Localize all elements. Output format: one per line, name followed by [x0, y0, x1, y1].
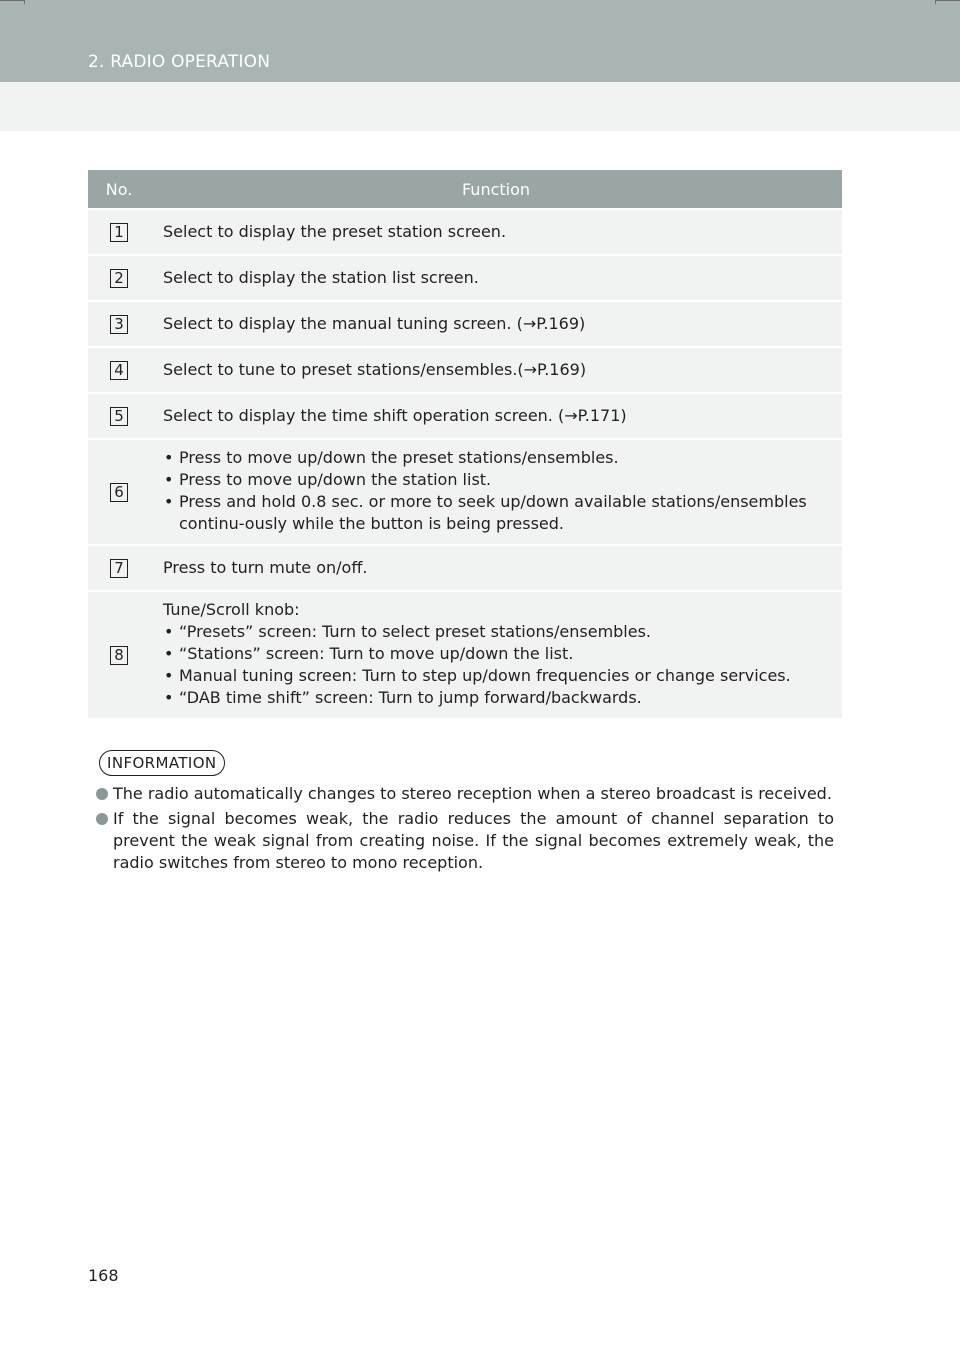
item-number-badge: 2	[110, 269, 128, 288]
crop-mark	[0, 0, 24, 1]
function-text: Select to display the time shift operation screen. (→P.171)	[150, 394, 842, 438]
header-subband	[0, 82, 960, 131]
crop-mark	[935, 0, 936, 4]
bullet-item: • Manual tuning screen: Turn to step up/down frequencies or change services.	[163, 665, 830, 687]
item-number-badge: 3	[110, 315, 128, 334]
function-text: Press to turn mute on/off.	[150, 546, 842, 590]
function-text: Select to display the preset station screen.	[150, 210, 842, 254]
crop-mark	[24, 0, 25, 4]
bullet-item: • Press and hold 0.8 sec. or more to seek up/down available stations/ensembles continu-ously while the button is being pressed.	[163, 491, 830, 535]
information-list	[96, 783, 834, 877]
bullet-item: • Press to move up/down the preset stations/ensembles.	[163, 447, 830, 469]
table-row	[88, 302, 842, 346]
table-row	[88, 394, 842, 438]
crop-mark	[936, 0, 960, 1]
section-title: 2. RADIO OPERATION	[88, 52, 271, 72]
bullet-item: • Press to move up/down the station list.	[163, 469, 830, 491]
column-header-function: Function	[150, 170, 842, 208]
bullet-item: • “DAB time shift” screen: Turn to jump forward/backwards.	[163, 687, 830, 709]
column-header-no: No.	[88, 170, 150, 208]
table-row	[88, 440, 842, 544]
information-label: INFORMATION	[99, 750, 225, 776]
table-row	[88, 210, 842, 254]
item-number-badge: 5	[110, 407, 128, 426]
function-text: Select to tune to preset stations/ensembles.(→P.169)	[150, 348, 842, 392]
knob-intro-text: Tune/Scroll knob:	[163, 600, 300, 619]
table-header-row	[88, 170, 842, 208]
bullet-item: • “Stations” screen: Turn to move up/down the list.	[163, 643, 830, 665]
function-text: Select to display the station list screen.	[150, 256, 842, 300]
function-bullet-list	[163, 621, 830, 709]
table-row	[88, 546, 842, 590]
table-row	[88, 592, 842, 718]
item-number-badge: 6	[110, 483, 128, 502]
item-number-badge: 4	[110, 361, 128, 380]
bullet-item: • “Presets” screen: Turn to select preset stations/ensembles.	[163, 621, 830, 643]
table-row	[88, 348, 842, 392]
table-row	[88, 256, 842, 300]
item-number-badge: 7	[110, 559, 128, 578]
function-table	[88, 168, 842, 720]
function-text: Select to display the manual tuning screen. (→P.169)	[150, 302, 842, 346]
item-number-badge: 8	[110, 646, 128, 665]
information-item: The radio automatically changes to stereo reception when a stereo broadcast is received.	[96, 783, 834, 805]
page-number: 168	[88, 1266, 119, 1285]
function-bullet-list	[163, 447, 830, 535]
item-number-badge: 1	[110, 223, 128, 242]
information-item: If the signal becomes weak, the radio reduces the amount of channel separation to prevent the weak signal from creating noise. If the signal becomes extremely weak, the radio switches from stereo to mono reception.	[96, 808, 834, 874]
